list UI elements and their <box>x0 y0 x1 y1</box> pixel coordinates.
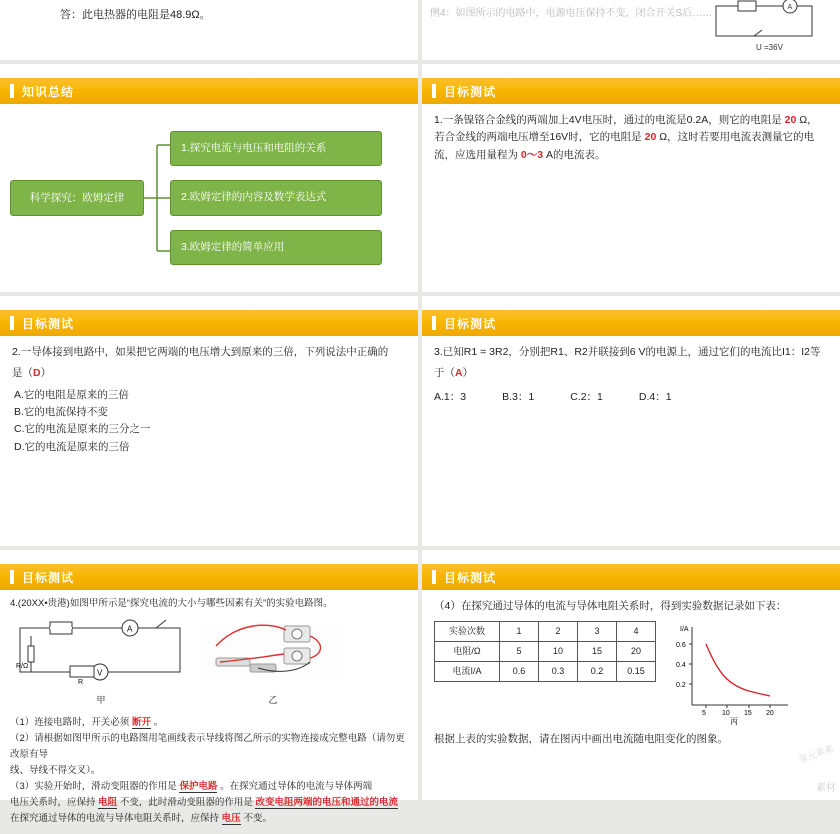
title-tick-icon <box>10 316 14 330</box>
sub-item-2b: 线、导线不得交叉）。 <box>10 765 101 776</box>
chart-ylabel: I/A <box>680 626 689 634</box>
option-b: B.它的电流保持不变 <box>14 405 108 418</box>
sub-item-4-pre: 电压关系时，应保持 <box>10 797 96 809</box>
table-row <box>435 642 656 662</box>
sub-item-2: （2）请根据如图甲所示的电路图用笔画线表示导线将图乙所示的实物连接成完整电路（请勿更改原有导 <box>10 732 405 760</box>
circuit-schematic-icon <box>10 616 192 686</box>
question-stem: 3.已知R1 = 3R2，分别把R1、R2并联接到6 V的电源上，通过它们的电流比I1：I2等 <box>434 346 821 358</box>
sub-item-1-fill: 断开 <box>131 716 151 728</box>
data-and-chart <box>434 621 828 725</box>
svg-text:V: V <box>97 668 103 678</box>
xtick-3: 20 <box>766 710 774 718</box>
stem-part-2: 是（ <box>12 367 33 380</box>
ytick-2: 0.2 <box>676 682 686 690</box>
slide-title: 目标测试 <box>444 316 497 331</box>
answer-choice: D <box>33 367 41 380</box>
tree-root-node: 科学探究：欧姆定律 <box>10 180 144 217</box>
chart-xlabel: 丙 <box>730 717 738 727</box>
table-row <box>435 662 656 682</box>
unit-1: Ω， <box>799 114 818 126</box>
ytick-0: 0.6 <box>676 642 686 650</box>
cell: 4 <box>617 622 656 642</box>
current-resistance-chart <box>666 621 794 725</box>
chart-svg <box>666 621 794 725</box>
option-d: D.它的电流是原来的三倍 <box>14 440 130 453</box>
summary-tree <box>0 104 418 288</box>
question-body <box>0 336 418 464</box>
slide-title-bar <box>0 564 418 590</box>
unit-2: Ω，这时若要用电流表测量它的电 <box>659 131 815 144</box>
question-stem: （4）在探究通过导体的电流与导体电阻关系时，得到实验数据记录如下表： <box>434 600 787 612</box>
slide-title-bar <box>422 564 840 590</box>
slide-target-test-2 <box>0 296 418 546</box>
sub-item-4-post: 不变，此时滑动变阻器的作用是 <box>119 797 253 809</box>
xtick-1: 10 <box>722 710 730 718</box>
sub-item-5 <box>10 811 408 827</box>
voltage-label: U =36V <box>756 43 783 52</box>
sub-item-3-fill: 保护电路 <box>179 781 218 793</box>
question-body <box>422 104 840 172</box>
xtick-2: 15 <box>744 710 752 718</box>
stem-part-2: 于（ <box>434 367 455 380</box>
sub-item-1-pre: （1）连接电路时，开关必须 <box>10 716 130 728</box>
answer-3: 0～3 <box>520 148 544 161</box>
tree-branch-3: 3.欧姆定律的简单应用 <box>170 230 382 266</box>
sub-item-4 <box>10 795 408 811</box>
chart-instruction: 根据上表的实验数据，请在图丙中画出电流随电阻变化的图象。 <box>434 733 728 746</box>
sub-item-5-pre: 在探究通过导体的电流与导体电阻关系时，应保持 <box>10 813 220 825</box>
option-a: A.1：3 <box>434 390 467 403</box>
cell: 0.3 <box>539 662 578 682</box>
figure-yi <box>198 616 348 708</box>
cell: 5 <box>500 642 539 662</box>
option-c: C.它的电流是原来的三分之一 <box>14 423 151 436</box>
faint-example-text: 例4：如图所示的电路中，电源电压保持不变，闭合开关S后…… <box>430 8 713 19</box>
row-header-resistance: 电阻/Ω <box>435 642 500 662</box>
slide-title: 目标测试 <box>22 316 75 331</box>
slide-circuit-partial <box>422 0 840 60</box>
question-line-4: A的电流表。 <box>546 148 606 161</box>
question-line-3: 流，应选用量程为 <box>434 148 518 161</box>
figure-row <box>10 616 408 708</box>
xtick-0: 5 <box>702 710 706 718</box>
figure-caption-yi: 乙 <box>268 695 278 706</box>
slide-title: 目标测试 <box>444 84 497 99</box>
tree-lines-icon <box>144 123 170 273</box>
stem-part-3: ） <box>462 367 474 380</box>
svg-text:R: R <box>78 679 84 687</box>
experiment-data-table <box>434 621 656 682</box>
option-a: A.它的电阻是原来的三倍 <box>14 388 129 401</box>
question-stem-answer-row <box>434 365 828 382</box>
question-body <box>422 590 840 757</box>
svg-text:A: A <box>127 624 133 634</box>
slide-knowledge-summary <box>0 64 418 292</box>
slide-answer-partial <box>0 0 418 60</box>
sub-item-5-fill: 电压 <box>221 813 241 825</box>
ytick-1: 0.4 <box>676 662 686 670</box>
sub-item-4-fill: 电阻 <box>98 797 118 809</box>
title-tick-icon <box>432 570 436 584</box>
figure-jia <box>10 616 192 708</box>
option-list <box>434 389 828 406</box>
watermark-text: 氢元素素 <box>797 743 835 765</box>
answer-choice: A <box>455 367 463 380</box>
cell: 20 <box>617 642 656 662</box>
table-row <box>435 622 656 642</box>
answer-2: 20 <box>644 131 657 144</box>
row-header-trial: 实验次数 <box>435 622 500 642</box>
title-tick-icon <box>10 570 14 584</box>
slide-title: 目标测试 <box>22 570 75 585</box>
question-line-2: 若合金线的两端电压增至16V时，它的电阻是 <box>434 131 642 144</box>
question-stem: 4.(20XX•贵港)如图甲所示是“探究电流的大小与哪些因素有关”的实验电路图。 <box>10 598 333 609</box>
sub-item-3 <box>10 779 408 795</box>
sub-item-3-post: 。在探究通过导体的电流与导体两端 <box>220 781 373 793</box>
option-b: B.3：1 <box>502 390 535 403</box>
cell: 0.15 <box>617 662 656 682</box>
cell: 1 <box>500 622 539 642</box>
sub-item-3-pre: （3）实验开始时，滑动变阻器的作用是 <box>10 781 177 793</box>
slide-title-bar <box>0 78 418 104</box>
sub-item-5-post: 不变。 <box>243 813 272 825</box>
title-tick-icon <box>432 84 436 98</box>
watermark-side: 素材 <box>816 783 836 794</box>
tree-connector <box>144 123 170 273</box>
slide-target-test-3 <box>422 296 840 546</box>
slide-title: 目标测试 <box>444 570 497 585</box>
slide-title-bar <box>422 78 840 104</box>
question-body <box>0 590 418 834</box>
row-header-current: 电流I/A <box>435 662 500 682</box>
cell: 15 <box>578 642 617 662</box>
resistor-label: R/Ω <box>16 663 29 671</box>
tree-branch-2: 2.欧姆定律的内容及数学表达式 <box>170 180 382 216</box>
cell: 2 <box>539 622 578 642</box>
slide-title-bar <box>422 310 840 336</box>
sub-item-1-post: 。 <box>153 716 164 728</box>
svg-text:A: A <box>787 4 793 11</box>
tree-branch-list <box>170 131 382 266</box>
question-body <box>422 336 840 414</box>
slide-target-test-1 <box>422 64 840 292</box>
option-d: D.4：1 <box>638 390 672 403</box>
circuit-diagram-icon <box>704 0 824 52</box>
title-tick-icon <box>10 84 14 98</box>
sub-item-1 <box>10 715 408 731</box>
cell: 0.2 <box>578 662 617 682</box>
question-stem: 2.一导体接到电路中，如果把它两端的电压增大到原来的三倍，下列说法中正确的 <box>12 346 389 358</box>
slide-title-bar <box>0 310 418 336</box>
option-c: C.2：1 <box>570 390 603 403</box>
option-list <box>14 387 406 456</box>
title-tick-icon <box>432 316 436 330</box>
cell: 10 <box>539 642 578 662</box>
answer-1: 20 <box>784 114 797 126</box>
figure-caption-jia: 甲 <box>96 695 106 706</box>
breadboard-photo-icon <box>198 616 348 686</box>
stem-part-3: ） <box>40 367 52 380</box>
slide-target-test-4 <box>0 550 418 825</box>
slide-title: 知识总结 <box>22 84 75 99</box>
cell: 0.6 <box>500 662 539 682</box>
question-line-1: 1.一条镍铬合金线的两端加上4V电压时，通过的电流是0.2A，则它的电阻是 <box>434 114 782 126</box>
tree-branch-1: 1.探究电流与电压和电阻的关系 <box>170 131 382 167</box>
slide-target-test-5 <box>422 550 840 800</box>
sub-item-4-fill2: 改变电阻两端的电压和通过的电流 <box>255 797 398 809</box>
question-stem-answer-row <box>12 365 406 382</box>
cell: 3 <box>578 622 617 642</box>
answer-text: 答：此电热器的电阻是48.9Ω。 <box>60 9 211 21</box>
